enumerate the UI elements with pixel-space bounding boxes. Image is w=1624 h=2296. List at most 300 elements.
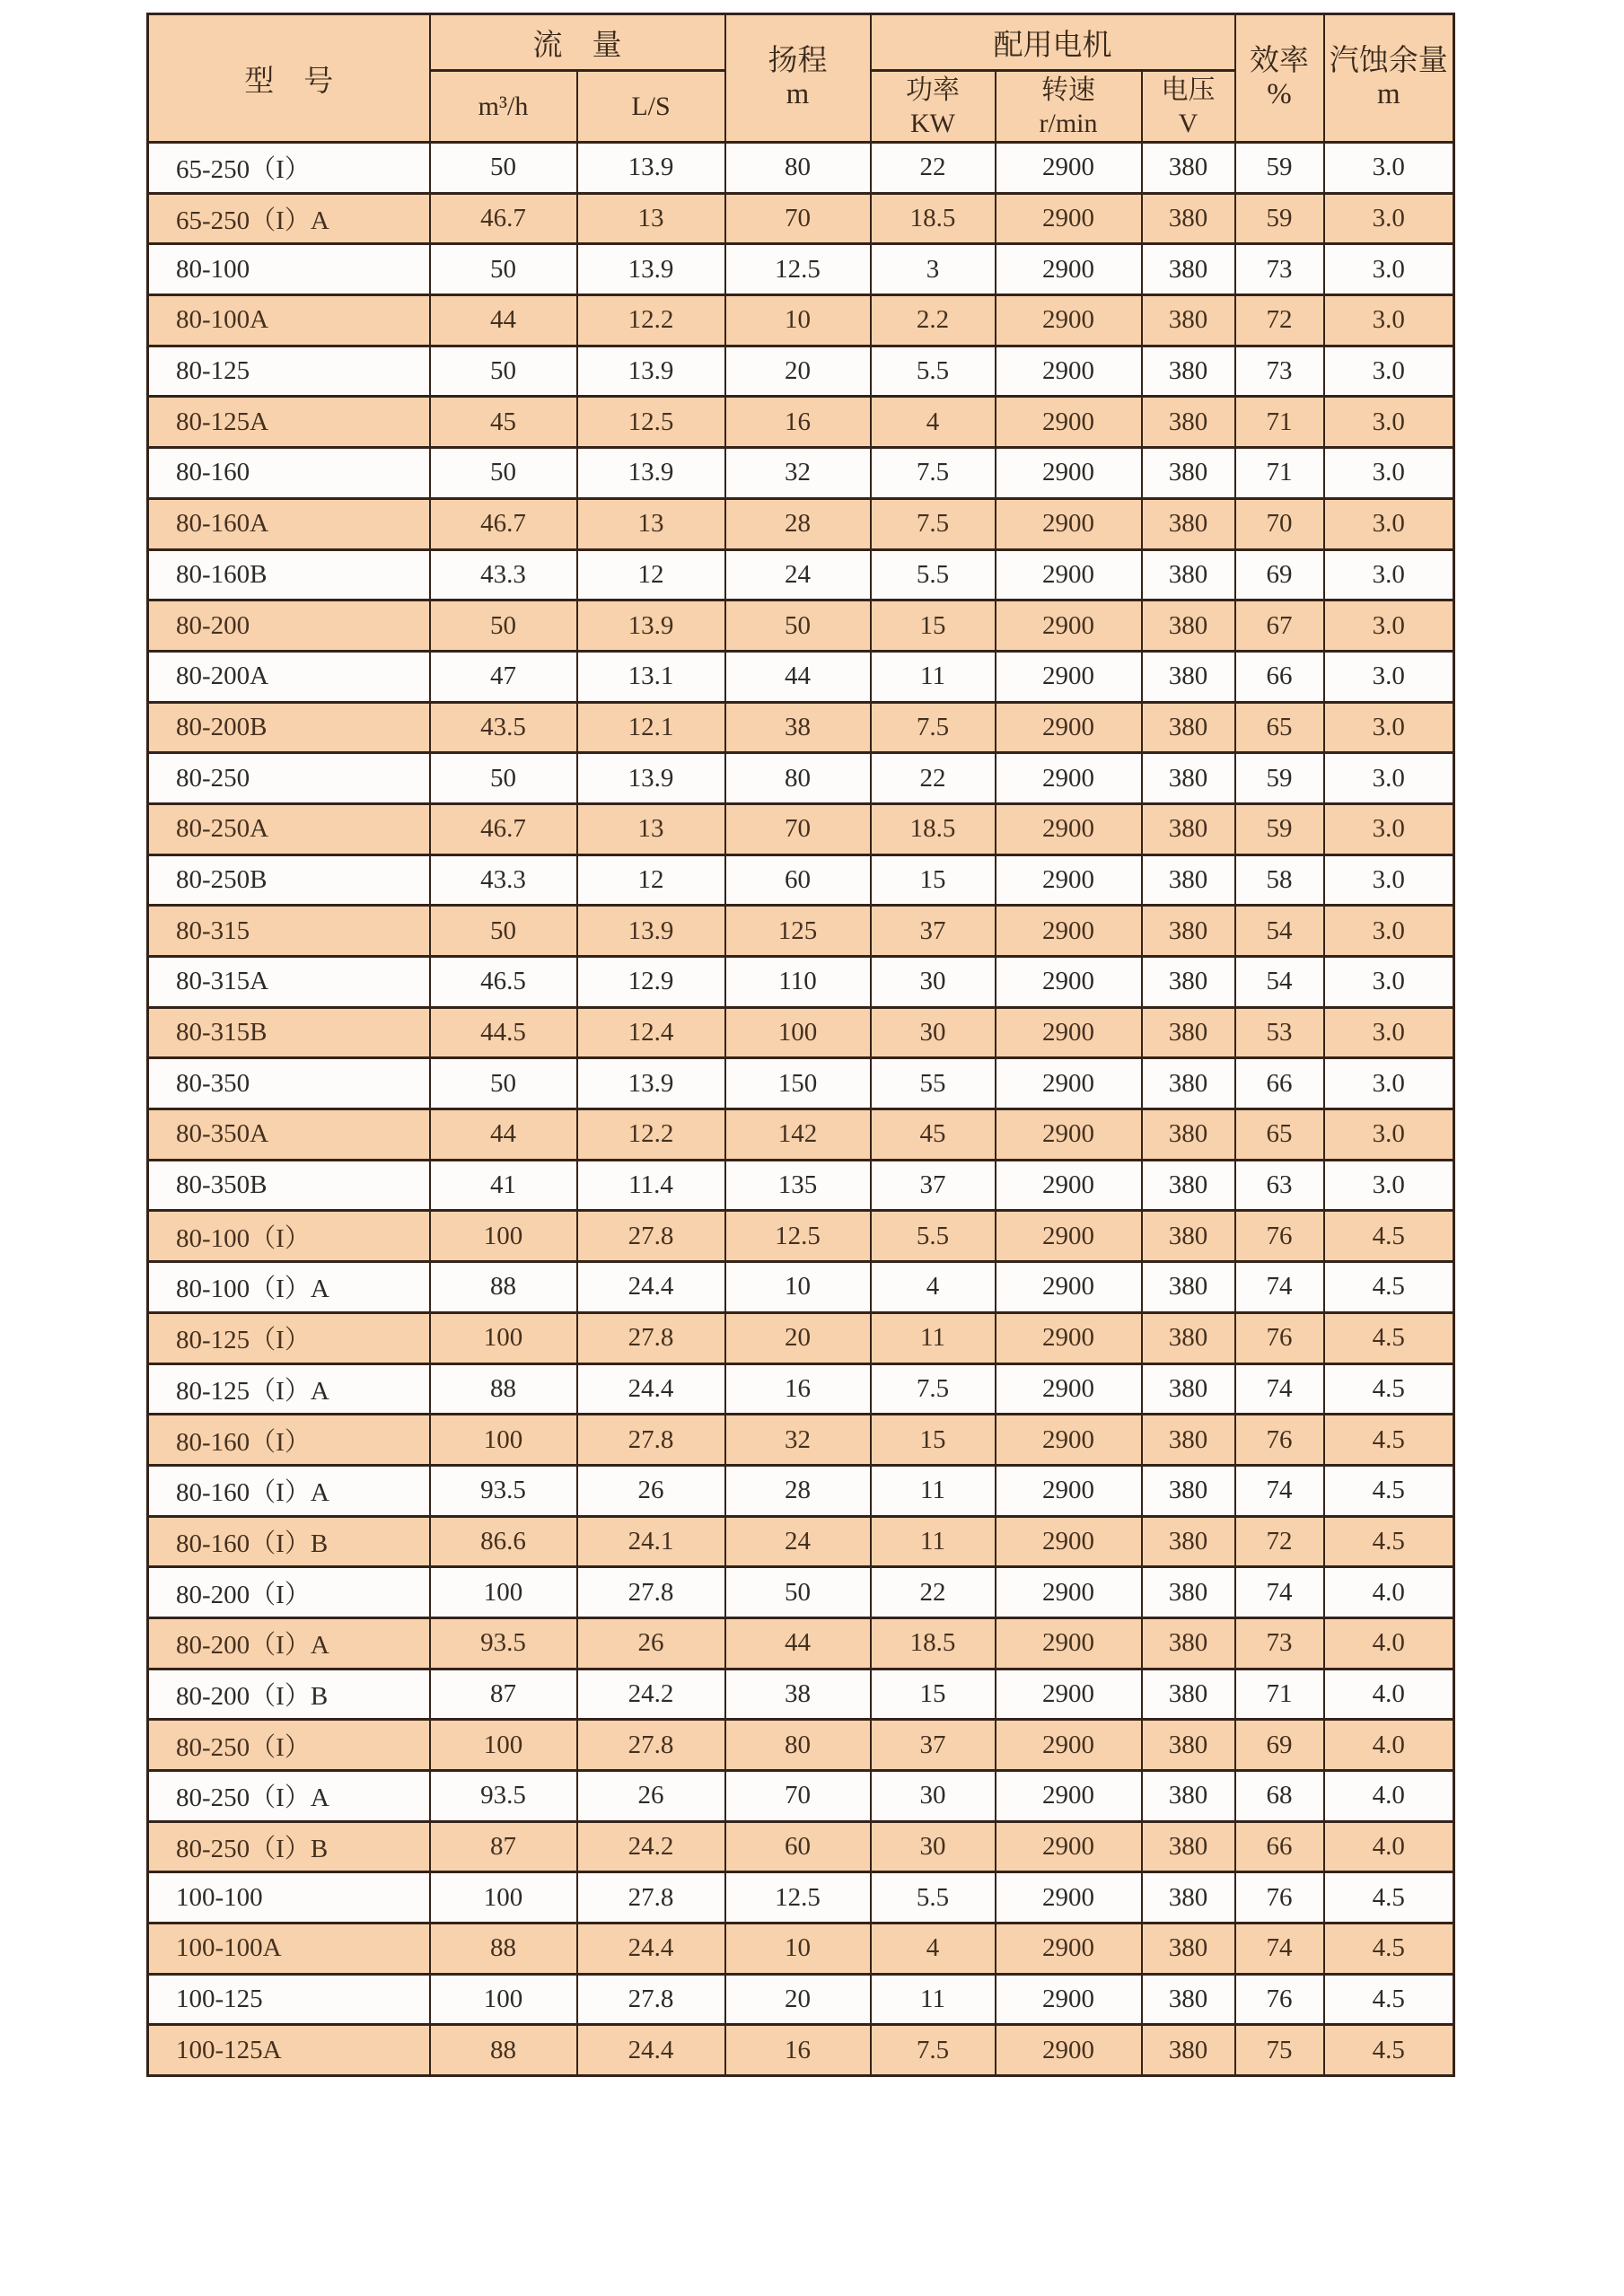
cell-voltage: 380 [1142, 803, 1235, 854]
cell-power: 7.5 [871, 498, 996, 549]
cell-flow-ls: 13.9 [577, 143, 725, 194]
table-row [148, 1058, 1454, 1109]
cell-head: 16 [725, 397, 871, 448]
cell-npsh: 4.0 [1324, 1567, 1454, 1618]
cell-efficiency: 54 [1235, 906, 1324, 957]
cell-head: 10 [725, 295, 871, 346]
cell-npsh: 4.5 [1324, 1262, 1454, 1313]
cell-speed: 2900 [996, 1771, 1142, 1822]
cell-speed: 2900 [996, 1363, 1142, 1415]
cell-efficiency: 67 [1235, 600, 1324, 652]
table-row [148, 397, 1454, 448]
cell-flow-ls: 13.9 [577, 448, 725, 499]
cell-voltage: 380 [1142, 1058, 1235, 1109]
cell-model: 80-250（I）B [148, 1821, 430, 1872]
cell-power: 45 [871, 1109, 996, 1161]
cell-power: 11 [871, 1974, 996, 2025]
cell-flow-ls: 12.2 [577, 1109, 725, 1161]
cell-efficiency: 69 [1235, 1720, 1324, 1771]
cell-voltage: 380 [1142, 1872, 1235, 1924]
cell-flow-ls: 24.4 [577, 1262, 725, 1313]
col-header-motor: 配用电机 [871, 14, 1235, 71]
cell-voltage: 380 [1142, 1262, 1235, 1313]
cell-speed: 2900 [996, 600, 1142, 652]
cell-flow-m3h: 100 [430, 1312, 577, 1363]
col-header-power-line1: 功率 [906, 74, 960, 105]
cell-voltage: 380 [1142, 549, 1235, 600]
cell-flow-ls: 13.1 [577, 651, 725, 702]
cell-efficiency: 68 [1235, 1771, 1324, 1822]
cell-model: 80-160 [148, 448, 430, 499]
cell-npsh: 3.0 [1324, 906, 1454, 957]
cell-head: 50 [725, 600, 871, 652]
cell-efficiency: 71 [1235, 397, 1324, 448]
cell-npsh: 3.0 [1324, 295, 1454, 346]
cell-model: 80-350 [148, 1058, 430, 1109]
table-row [148, 600, 1454, 652]
cell-npsh: 3.0 [1324, 803, 1454, 854]
cell-model: 100-100 [148, 1872, 430, 1924]
cell-head: 150 [725, 1058, 871, 1109]
cell-flow-m3h: 50 [430, 143, 577, 194]
cell-flow-m3h: 50 [430, 448, 577, 499]
cell-head: 24 [725, 1516, 871, 1567]
table-row [148, 1974, 1454, 2025]
cell-flow-ls: 26 [577, 1771, 725, 1822]
cell-npsh: 3.0 [1324, 346, 1454, 397]
cell-head: 135 [725, 1160, 871, 1211]
cell-power: 15 [871, 1415, 996, 1466]
cell-npsh: 4.5 [1324, 1465, 1454, 1516]
cell-flow-ls: 12 [577, 854, 725, 906]
cell-model: 100-125A [148, 2025, 430, 2076]
cell-power: 15 [871, 600, 996, 652]
cell-flow-m3h: 100 [430, 1567, 577, 1618]
cell-voltage: 380 [1142, 193, 1235, 244]
table-row [148, 1720, 1454, 1771]
cell-model: 80-200（I）B [148, 1669, 430, 1720]
cell-head: 80 [725, 1720, 871, 1771]
cell-efficiency: 71 [1235, 1669, 1324, 1720]
cell-voltage: 380 [1142, 1516, 1235, 1567]
cell-power: 5.5 [871, 549, 996, 600]
col-header-speed-line1: 转速 [1041, 74, 1095, 105]
col-header-model: 型 号 [148, 14, 430, 143]
cell-efficiency: 59 [1235, 803, 1324, 854]
cell-efficiency: 59 [1235, 193, 1324, 244]
cell-speed: 2900 [996, 1872, 1142, 1924]
cell-model: 65-250（I） [148, 143, 430, 194]
cell-flow-ls: 13 [577, 193, 725, 244]
table-row [148, 244, 1454, 295]
cell-flow-ls: 27.8 [577, 1312, 725, 1363]
cell-voltage: 380 [1142, 1567, 1235, 1618]
cell-flow-m3h: 88 [430, 1924, 577, 1975]
cell-flow-ls: 12.5 [577, 397, 725, 448]
cell-npsh: 3.0 [1324, 143, 1454, 194]
cell-voltage: 380 [1142, 1465, 1235, 1516]
cell-flow-ls: 12 [577, 549, 725, 600]
cell-voltage: 380 [1142, 1363, 1235, 1415]
cell-power: 4 [871, 397, 996, 448]
cell-speed: 2900 [996, 193, 1142, 244]
cell-flow-m3h: 88 [430, 1262, 577, 1313]
cell-speed: 2900 [996, 1924, 1142, 1975]
cell-model: 80-250（I） [148, 1720, 430, 1771]
cell-voltage: 380 [1142, 1109, 1235, 1161]
cell-efficiency: 74 [1235, 1924, 1324, 1975]
cell-flow-ls: 13 [577, 803, 725, 854]
cell-model: 80-200（I） [148, 1567, 430, 1618]
cell-power: 7.5 [871, 1363, 996, 1415]
cell-efficiency: 76 [1235, 1872, 1324, 1924]
cell-speed: 2900 [996, 397, 1142, 448]
cell-model: 80-200（I）A [148, 1617, 430, 1669]
cell-model: 80-350A [148, 1109, 430, 1161]
cell-efficiency: 73 [1235, 244, 1324, 295]
cell-flow-ls: 24.1 [577, 1516, 725, 1567]
cell-flow-ls: 13.9 [577, 1058, 725, 1109]
cell-npsh: 4.0 [1324, 1617, 1454, 1669]
cell-npsh: 4.5 [1324, 1924, 1454, 1975]
cell-efficiency: 76 [1235, 1415, 1324, 1466]
table-row [148, 753, 1454, 804]
cell-flow-m3h: 45 [430, 397, 577, 448]
cell-flow-ls: 27.8 [577, 1567, 725, 1618]
cell-power: 7.5 [871, 448, 996, 499]
table-row [148, 143, 1454, 194]
table-row [148, 1669, 1454, 1720]
cell-voltage: 380 [1142, 143, 1235, 194]
cell-speed: 2900 [996, 1821, 1142, 1872]
cell-voltage: 380 [1142, 1617, 1235, 1669]
cell-npsh: 3.0 [1324, 753, 1454, 804]
cell-power: 37 [871, 906, 996, 957]
cell-speed: 2900 [996, 651, 1142, 702]
cell-speed: 2900 [996, 1007, 1142, 1058]
table-row [148, 1109, 1454, 1161]
cell-head: 70 [725, 803, 871, 854]
table-row [148, 1262, 1454, 1313]
cell-flow-ls: 13.9 [577, 346, 725, 397]
cell-speed: 2900 [996, 2025, 1142, 2076]
cell-flow-ls: 11.4 [577, 1160, 725, 1211]
cell-power: 30 [871, 1821, 996, 1872]
table-row [148, 1160, 1454, 1211]
col-header-flow-m3h: m³/h [430, 71, 577, 143]
cell-npsh: 4.5 [1324, 1516, 1454, 1567]
cell-efficiency: 75 [1235, 2025, 1324, 2076]
cell-model: 80-100（I）A [148, 1262, 430, 1313]
cell-head: 60 [725, 854, 871, 906]
cell-flow-m3h: 46.7 [430, 803, 577, 854]
cell-head: 80 [725, 143, 871, 194]
cell-efficiency: 71 [1235, 448, 1324, 499]
cell-speed: 2900 [996, 957, 1142, 1008]
cell-model: 80-315A [148, 957, 430, 1008]
cell-npsh: 3.0 [1324, 702, 1454, 753]
cell-flow-ls: 24.2 [577, 1669, 725, 1720]
cell-power: 22 [871, 1567, 996, 1618]
cell-flow-m3h: 44 [430, 1109, 577, 1161]
cell-flow-ls: 13 [577, 498, 725, 549]
cell-flow-m3h: 100 [430, 1872, 577, 1924]
cell-npsh: 4.5 [1324, 1974, 1454, 2025]
cell-head: 50 [725, 1567, 871, 1618]
cell-power: 22 [871, 143, 996, 194]
cell-efficiency: 66 [1235, 651, 1324, 702]
table-row [148, 549, 1454, 600]
cell-speed: 2900 [996, 753, 1142, 804]
cell-power: 30 [871, 1771, 996, 1822]
col-header-power [871, 71, 996, 143]
cell-power: 22 [871, 753, 996, 804]
cell-efficiency: 59 [1235, 753, 1324, 804]
cell-efficiency: 54 [1235, 957, 1324, 1008]
cell-speed: 2900 [996, 702, 1142, 753]
cell-voltage: 380 [1142, 448, 1235, 499]
cell-flow-m3h: 93.5 [430, 1465, 577, 1516]
cell-model: 80-125（I） [148, 1312, 430, 1363]
cell-voltage: 380 [1142, 1669, 1235, 1720]
cell-speed: 2900 [996, 1720, 1142, 1771]
cell-flow-m3h: 41 [430, 1160, 577, 1211]
col-header-efficiency-line1: 效率 [1250, 45, 1310, 77]
cell-efficiency: 65 [1235, 702, 1324, 753]
cell-model: 80-315 [148, 906, 430, 957]
cell-model: 65-250（I）A [148, 193, 430, 244]
cell-model: 80-160（I）A [148, 1465, 430, 1516]
cell-power: 7.5 [871, 2025, 996, 2076]
cell-flow-m3h: 46.7 [430, 193, 577, 244]
cell-power: 5.5 [871, 346, 996, 397]
table-row [148, 1821, 1454, 1872]
cell-power: 11 [871, 1516, 996, 1567]
cell-head: 20 [725, 1312, 871, 1363]
col-header-npsh-line1: 汽蚀余量 [1329, 45, 1448, 77]
cell-efficiency: 70 [1235, 498, 1324, 549]
cell-speed: 2900 [996, 1415, 1142, 1466]
cell-flow-ls: 24.4 [577, 1363, 725, 1415]
cell-efficiency: 65 [1235, 1109, 1324, 1161]
table-row [148, 1415, 1454, 1466]
col-header-npsh [1324, 14, 1454, 143]
cell-power: 18.5 [871, 1617, 996, 1669]
cell-npsh: 3.0 [1324, 1160, 1454, 1211]
cell-head: 44 [725, 651, 871, 702]
cell-npsh: 3.0 [1324, 651, 1454, 702]
cell-head: 100 [725, 1007, 871, 1058]
cell-power: 11 [871, 1465, 996, 1516]
cell-flow-m3h: 46.7 [430, 498, 577, 549]
cell-model: 80-200 [148, 600, 430, 652]
cell-power: 18.5 [871, 193, 996, 244]
cell-npsh: 3.0 [1324, 549, 1454, 600]
cell-voltage: 380 [1142, 1160, 1235, 1211]
cell-head: 16 [725, 1363, 871, 1415]
cell-voltage: 380 [1142, 498, 1235, 549]
cell-head: 110 [725, 957, 871, 1008]
cell-power: 5.5 [871, 1211, 996, 1262]
cell-model: 80-125A [148, 397, 430, 448]
cell-efficiency: 74 [1235, 1363, 1324, 1415]
cell-head: 16 [725, 2025, 871, 2076]
cell-model: 80-100 [148, 244, 430, 295]
cell-power: 37 [871, 1720, 996, 1771]
cell-speed: 2900 [996, 1312, 1142, 1363]
cell-flow-m3h: 50 [430, 906, 577, 957]
cell-head: 70 [725, 1771, 871, 1822]
pump-spec-table [146, 13, 1455, 2077]
table-row [148, 1007, 1454, 1058]
table-row [148, 1363, 1454, 1415]
cell-power: 4 [871, 1262, 996, 1313]
cell-speed: 2900 [996, 295, 1142, 346]
cell-head: 12.5 [725, 1872, 871, 1924]
cell-efficiency: 53 [1235, 1007, 1324, 1058]
cell-flow-ls: 24.4 [577, 2025, 725, 2076]
cell-power: 15 [871, 854, 996, 906]
cell-flow-ls: 27.8 [577, 1211, 725, 1262]
cell-head: 28 [725, 498, 871, 549]
cell-flow-m3h: 44 [430, 295, 577, 346]
cell-npsh: 4.0 [1324, 1771, 1454, 1822]
col-header-power-unit: KW [910, 108, 955, 138]
cell-efficiency: 63 [1235, 1160, 1324, 1211]
cell-npsh: 4.5 [1324, 1872, 1454, 1924]
cell-flow-ls: 12.4 [577, 1007, 725, 1058]
cell-voltage: 380 [1142, 1974, 1235, 2025]
cell-power: 2.2 [871, 295, 996, 346]
cell-npsh: 4.5 [1324, 1211, 1454, 1262]
cell-head: 10 [725, 1924, 871, 1975]
col-header-head-line1: 扬程 [768, 45, 828, 77]
cell-voltage: 380 [1142, 854, 1235, 906]
cell-flow-ls: 13.9 [577, 600, 725, 652]
cell-npsh: 3.0 [1324, 854, 1454, 906]
cell-speed: 2900 [996, 1567, 1142, 1618]
cell-voltage: 380 [1142, 957, 1235, 1008]
cell-flow-ls: 12.2 [577, 295, 725, 346]
cell-power: 7.5 [871, 702, 996, 753]
cell-flow-ls: 13.9 [577, 753, 725, 804]
table-row [148, 1872, 1454, 1924]
cell-voltage: 380 [1142, 295, 1235, 346]
cell-speed: 2900 [996, 1974, 1142, 2025]
cell-model: 100-100A [148, 1924, 430, 1975]
col-header-speed [996, 71, 1142, 143]
cell-npsh: 3.0 [1324, 1007, 1454, 1058]
table-row [148, 1211, 1454, 1262]
cell-flow-m3h: 88 [430, 2025, 577, 2076]
cell-head: 60 [725, 1821, 871, 1872]
cell-flow-m3h: 50 [430, 1058, 577, 1109]
cell-voltage: 380 [1142, 1771, 1235, 1822]
cell-voltage: 380 [1142, 1720, 1235, 1771]
cell-speed: 2900 [996, 1058, 1142, 1109]
cell-speed: 2900 [996, 143, 1142, 194]
cell-speed: 2900 [996, 803, 1142, 854]
cell-model: 80-160B [148, 549, 430, 600]
cell-power: 11 [871, 1312, 996, 1363]
cell-flow-ls: 12.1 [577, 702, 725, 753]
col-header-speed-unit: r/min [1039, 108, 1098, 138]
cell-flow-m3h: 46.5 [430, 957, 577, 1008]
cell-power: 4 [871, 1924, 996, 1975]
cell-flow-m3h: 43.3 [430, 549, 577, 600]
table-row [148, 193, 1454, 244]
cell-flow-m3h: 93.5 [430, 1771, 577, 1822]
cell-speed: 2900 [996, 1109, 1142, 1161]
cell-npsh: 3.0 [1324, 1109, 1454, 1161]
table-body [148, 143, 1454, 2076]
cell-flow-m3h: 87 [430, 1669, 577, 1720]
table-row [148, 651, 1454, 702]
cell-model: 100-125 [148, 1974, 430, 2025]
cell-head: 70 [725, 193, 871, 244]
table-row [148, 346, 1454, 397]
cell-flow-ls: 27.8 [577, 1872, 725, 1924]
cell-flow-ls: 12.9 [577, 957, 725, 1008]
cell-model: 80-160（I）B [148, 1516, 430, 1567]
cell-voltage: 380 [1142, 1211, 1235, 1262]
cell-voltage: 380 [1142, 1312, 1235, 1363]
cell-speed: 2900 [996, 1211, 1142, 1262]
cell-voltage: 380 [1142, 1924, 1235, 1975]
table-row [148, 2025, 1454, 2076]
cell-voltage: 380 [1142, 1007, 1235, 1058]
cell-model: 80-160A [148, 498, 430, 549]
cell-speed: 2900 [996, 854, 1142, 906]
cell-speed: 2900 [996, 1516, 1142, 1567]
cell-flow-ls: 24.4 [577, 1924, 725, 1975]
cell-voltage: 380 [1142, 1821, 1235, 1872]
cell-flow-ls: 27.8 [577, 1974, 725, 2025]
cell-npsh: 4.5 [1324, 2025, 1454, 2076]
cell-npsh: 3.0 [1324, 244, 1454, 295]
cell-voltage: 380 [1142, 651, 1235, 702]
cell-flow-m3h: 50 [430, 346, 577, 397]
table-header [148, 14, 1454, 143]
cell-power: 3 [871, 244, 996, 295]
table-row [148, 1567, 1454, 1618]
table-row [148, 1617, 1454, 1669]
cell-flow-m3h: 44.5 [430, 1007, 577, 1058]
col-header-flow-ls: L/S [577, 71, 725, 143]
cell-head: 142 [725, 1109, 871, 1161]
header-row-1 [148, 14, 1454, 71]
table-row [148, 906, 1454, 957]
cell-model: 80-250 [148, 753, 430, 804]
cell-efficiency: 76 [1235, 1312, 1324, 1363]
cell-head: 12.5 [725, 1211, 871, 1262]
cell-efficiency: 76 [1235, 1974, 1324, 2025]
col-header-efficiency-unit: % [1267, 78, 1292, 110]
cell-flow-m3h: 100 [430, 1415, 577, 1466]
table-row [148, 803, 1454, 854]
cell-efficiency: 59 [1235, 143, 1324, 194]
cell-flow-ls: 26 [577, 1617, 725, 1669]
cell-voltage: 380 [1142, 346, 1235, 397]
cell-flow-m3h: 93.5 [430, 1617, 577, 1669]
table-row [148, 1771, 1454, 1822]
cell-npsh: 3.0 [1324, 600, 1454, 652]
cell-power: 30 [871, 957, 996, 1008]
cell-head: 38 [725, 1669, 871, 1720]
col-header-voltage-line1: 电压 [1161, 74, 1216, 105]
cell-model: 80-315B [148, 1007, 430, 1058]
col-header-head [725, 14, 871, 143]
